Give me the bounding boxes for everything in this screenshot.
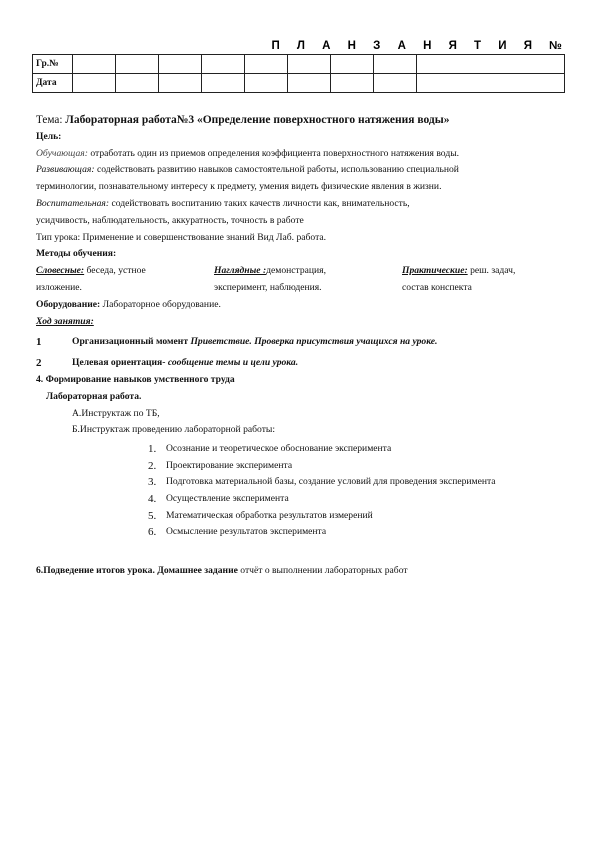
methods-row xyxy=(36,263,571,297)
step-number: 4. xyxy=(148,492,157,505)
instruction-b: Б.Инструктаж проведению лабораторной работы: xyxy=(72,424,276,436)
lesson-type-label: Тип урока: xyxy=(36,231,81,243)
table-cell xyxy=(159,74,202,93)
educating-label: Воспитательная: xyxy=(36,197,110,209)
section6-label: 6.Подведение итогов урока. Домашнее задание xyxy=(36,564,238,576)
goal-educating xyxy=(36,196,571,213)
visual-text: демонстрация, xyxy=(266,265,326,277)
visual-text-cont: эксперимент, наблюдения. xyxy=(214,281,322,293)
lesson-flow-label: Ход занятия: xyxy=(36,315,94,327)
equipment xyxy=(36,297,571,314)
table-cell xyxy=(73,74,116,93)
page-title: П Л А Н З А Н Я Т И Я № xyxy=(271,40,569,52)
educating-text-cont: усидчивость, наблюдательность, аккуратность, точность в работе xyxy=(36,214,304,226)
table-cell xyxy=(202,55,245,74)
step-number: 2. xyxy=(148,459,157,472)
table-cell xyxy=(331,74,374,93)
goal-developing xyxy=(36,162,571,179)
goal-teaching xyxy=(36,146,571,163)
item-number: 1 xyxy=(36,336,42,349)
lesson-type-text: Применение и совершенствование знаний Вид Лаб. работа. xyxy=(82,231,327,243)
educating-text: содействовать воспитанию таких качеств личности как, внимательность, xyxy=(111,197,410,209)
table-cell xyxy=(288,74,331,93)
table-row xyxy=(33,55,565,74)
teaching-text: отработать один из приемов определения коэффициента поверхностного натяжения воды. xyxy=(90,147,460,159)
visual-label: Наглядные : xyxy=(214,265,267,277)
table-cell xyxy=(73,55,116,74)
teaching-label: Обучающая: xyxy=(36,147,88,159)
experiment-steps xyxy=(36,441,571,541)
practical-text: реш. задач, xyxy=(470,265,516,277)
table-cell xyxy=(116,55,159,74)
developing-label: Развивающая: xyxy=(36,164,95,176)
list-item xyxy=(148,458,571,475)
step-number: 3. xyxy=(148,476,157,489)
developing-text-cont: терминологии, познавательному интересу к предмету, умения видеть физические явления в жизни. xyxy=(36,181,442,193)
methods-label: Методы обучения: xyxy=(36,248,117,260)
methods-verbal xyxy=(36,263,214,297)
developing-text: содействовать развитию навыков самостоятельной работы, использованию специальной xyxy=(97,164,459,176)
list-item xyxy=(148,441,571,458)
step-text: Проектирование эксперимента xyxy=(166,459,293,471)
list-item xyxy=(36,334,571,351)
step-text: Осмысление результатов эксперимента xyxy=(166,526,327,538)
section6 xyxy=(36,563,571,580)
topic-line xyxy=(36,112,571,129)
table-cell xyxy=(374,74,417,93)
step-text: Осуществление эксперимента xyxy=(166,492,289,504)
table-cell xyxy=(288,55,331,74)
topic-label: Тема: xyxy=(36,114,63,126)
step-text: Осознание и теоретическое обоснование эксперимента xyxy=(166,443,392,455)
table-row xyxy=(33,74,565,93)
table-cell xyxy=(245,55,288,74)
practical-label: Практические: xyxy=(402,265,468,277)
list-item xyxy=(148,474,571,491)
step-text: Подготовка материальной базы, создание условий для проведения эксперимента xyxy=(166,476,496,488)
item-number: 2 xyxy=(36,357,42,370)
item-text: сообщение темы и цели урока. xyxy=(167,357,299,369)
section4-subtitle: Лабораторная работа. xyxy=(46,390,142,402)
verbal-label: Словесные: xyxy=(36,265,85,277)
lesson-type xyxy=(36,230,571,247)
table-cell xyxy=(417,74,565,93)
step-number: 1. xyxy=(148,443,157,456)
lesson-plan-body xyxy=(36,112,571,580)
equipment-text: Лабораторное оборудование. xyxy=(102,298,221,310)
table-cell xyxy=(202,74,245,93)
practical-text-cont: состав конспекта xyxy=(402,281,472,293)
step-text: Математическая обработка результатов измерений xyxy=(166,509,373,521)
step-number: 5. xyxy=(148,509,157,522)
list-item xyxy=(148,491,571,508)
verbal-text: беседа, устное xyxy=(86,265,146,277)
item-text: Приветствие. Проверка присутствия учащихся на уроке. xyxy=(190,336,438,348)
table-cell xyxy=(417,55,565,74)
group-date-table xyxy=(32,54,565,93)
goal-label: Цель: xyxy=(36,130,62,142)
methods-practical xyxy=(402,263,562,297)
section4-title: 4. Формирование навыков умственного труда xyxy=(36,373,235,385)
step-number: 6. xyxy=(148,526,157,539)
equipment-label: Оборудование: xyxy=(36,298,101,310)
methods-visual xyxy=(214,263,402,297)
instruction-a: А.Инструктаж по ТБ, xyxy=(72,407,160,419)
list-item xyxy=(148,524,571,541)
table-cell xyxy=(245,74,288,93)
item-label: Организационный момент xyxy=(72,336,189,348)
verbal-text-cont: изложение. xyxy=(36,281,82,293)
table-cell xyxy=(374,55,417,74)
list-item xyxy=(36,355,571,372)
date-label: Дата xyxy=(33,74,73,93)
table-cell xyxy=(116,74,159,93)
list-item xyxy=(148,508,571,525)
topic-text: Лабораторная работа№3 «Определение поверхностного натяжения воды» xyxy=(65,114,450,126)
item-label: Целевая ориентация- xyxy=(72,357,166,369)
table-cell xyxy=(159,55,202,74)
table-cell xyxy=(331,55,374,74)
section6-text: отчёт о выполнении лабораторных работ xyxy=(240,564,408,576)
group-label: Гр.№ xyxy=(33,55,73,74)
